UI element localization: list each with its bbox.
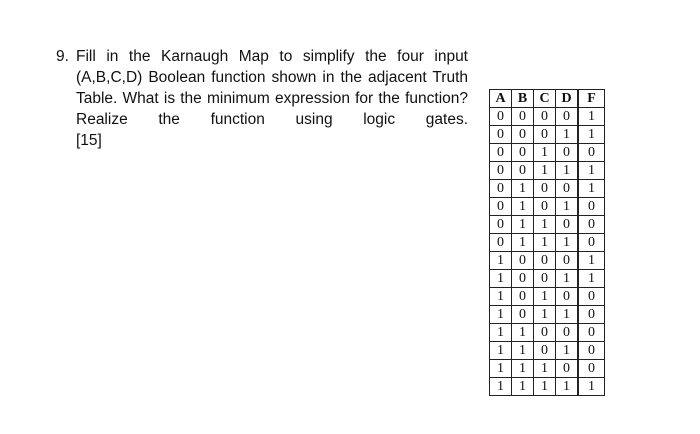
table-row bbox=[490, 108, 605, 126]
header-a: A bbox=[490, 90, 512, 108]
cell-f: 0 bbox=[578, 324, 605, 342]
cell-b: 1 bbox=[512, 324, 534, 342]
cell-a: 0 bbox=[490, 234, 512, 252]
cell-a: 0 bbox=[490, 144, 512, 162]
table-row bbox=[490, 378, 605, 396]
cell-b: 0 bbox=[512, 108, 534, 126]
cell-a: 1 bbox=[490, 378, 512, 396]
cell-b: 0 bbox=[512, 144, 534, 162]
cell-b: 1 bbox=[512, 216, 534, 234]
question-line: Table. What is the minimum expression for the function? bbox=[76, 90, 468, 107]
cell-d: 1 bbox=[556, 198, 579, 216]
cell-f: 0 bbox=[578, 234, 605, 252]
cell-c: 1 bbox=[534, 162, 556, 180]
cell-d: 1 bbox=[556, 270, 579, 288]
cell-c: 1 bbox=[534, 144, 556, 162]
table-row bbox=[490, 270, 605, 288]
header-c: C bbox=[534, 90, 556, 108]
cell-b: 0 bbox=[512, 162, 534, 180]
table-row bbox=[490, 324, 605, 342]
table-row bbox=[490, 198, 605, 216]
cell-f: 0 bbox=[578, 306, 605, 324]
cell-f: 0 bbox=[578, 198, 605, 216]
cell-b: 1 bbox=[512, 378, 534, 396]
cell-b: 1 bbox=[512, 234, 534, 252]
cell-c: 1 bbox=[534, 378, 556, 396]
cell-f: 1 bbox=[578, 126, 605, 144]
cell-c: 1 bbox=[534, 234, 556, 252]
table-row bbox=[490, 306, 605, 324]
cell-a: 1 bbox=[490, 342, 512, 360]
header-f: F bbox=[578, 90, 605, 108]
cell-d: 0 bbox=[556, 216, 579, 234]
question-marks: [15] bbox=[76, 132, 102, 149]
cell-f: 1 bbox=[578, 108, 605, 126]
cell-a: 0 bbox=[490, 216, 512, 234]
cell-d: 0 bbox=[556, 144, 579, 162]
cell-a: 0 bbox=[490, 108, 512, 126]
cell-f: 1 bbox=[578, 252, 605, 270]
cell-a: 1 bbox=[490, 306, 512, 324]
cell-a: 0 bbox=[490, 180, 512, 198]
cell-f: 0 bbox=[578, 144, 605, 162]
header-d: D bbox=[556, 90, 579, 108]
cell-d: 0 bbox=[556, 252, 579, 270]
cell-f: 1 bbox=[578, 378, 605, 396]
question-line: (A,B,C,D) Boolean function shown in the adjacent Truth bbox=[76, 69, 468, 86]
table-row bbox=[490, 216, 605, 234]
cell-a: 1 bbox=[490, 252, 512, 270]
cell-a: 1 bbox=[490, 324, 512, 342]
cell-d: 1 bbox=[556, 378, 579, 396]
cell-b: 0 bbox=[512, 288, 534, 306]
question-block bbox=[56, 46, 468, 151]
cell-d: 1 bbox=[556, 306, 579, 324]
cell-b: 0 bbox=[512, 270, 534, 288]
question-line: Fill in the Karnaugh Map to simplify the four input bbox=[76, 48, 468, 65]
question-line: Realize the function using logic gates. bbox=[76, 111, 468, 128]
cell-f: 0 bbox=[578, 342, 605, 360]
cell-a: 1 bbox=[490, 360, 512, 378]
cell-f: 1 bbox=[578, 270, 605, 288]
cell-b: 1 bbox=[512, 180, 534, 198]
truth-table bbox=[489, 89, 605, 396]
cell-c: 0 bbox=[534, 342, 556, 360]
cell-c: 1 bbox=[534, 216, 556, 234]
cell-d: 0 bbox=[556, 324, 579, 342]
table-row bbox=[490, 162, 605, 180]
cell-f: 1 bbox=[578, 162, 605, 180]
cell-c: 0 bbox=[534, 270, 556, 288]
cell-a: 0 bbox=[490, 198, 512, 216]
cell-c: 0 bbox=[534, 180, 556, 198]
cell-f: 0 bbox=[578, 216, 605, 234]
cell-c: 0 bbox=[534, 252, 556, 270]
cell-c: 0 bbox=[534, 126, 556, 144]
cell-d: 1 bbox=[556, 126, 579, 144]
cell-d: 0 bbox=[556, 288, 579, 306]
cell-b: 0 bbox=[512, 252, 534, 270]
cell-a: 1 bbox=[490, 270, 512, 288]
table-row bbox=[490, 252, 605, 270]
cell-c: 1 bbox=[534, 306, 556, 324]
cell-a: 0 bbox=[490, 162, 512, 180]
table-row bbox=[490, 288, 605, 306]
cell-d: 1 bbox=[556, 234, 579, 252]
truth-table-body bbox=[490, 108, 605, 396]
cell-d: 1 bbox=[556, 162, 579, 180]
cell-c: 0 bbox=[534, 324, 556, 342]
cell-a: 1 bbox=[490, 288, 512, 306]
truth-table-header-row bbox=[490, 90, 605, 108]
cell-c: 1 bbox=[534, 288, 556, 306]
cell-a: 0 bbox=[490, 126, 512, 144]
table-row bbox=[490, 144, 605, 162]
cell-f: 0 bbox=[578, 288, 605, 306]
cell-b: 0 bbox=[512, 306, 534, 324]
cell-b: 1 bbox=[512, 360, 534, 378]
cell-c: 0 bbox=[534, 108, 556, 126]
question-number: 9. bbox=[56, 48, 69, 65]
cell-d: 0 bbox=[556, 180, 579, 198]
cell-d: 0 bbox=[556, 360, 579, 378]
table-row bbox=[490, 126, 605, 144]
table-row bbox=[490, 360, 605, 378]
cell-d: 0 bbox=[556, 108, 579, 126]
cell-b: 0 bbox=[512, 126, 534, 144]
header-b: B bbox=[512, 90, 534, 108]
cell-f: 0 bbox=[578, 360, 605, 378]
cell-c: 0 bbox=[534, 198, 556, 216]
cell-f: 1 bbox=[578, 180, 605, 198]
cell-b: 1 bbox=[512, 342, 534, 360]
cell-b: 1 bbox=[512, 198, 534, 216]
table-row bbox=[490, 180, 605, 198]
table-row bbox=[490, 234, 605, 252]
cell-d: 1 bbox=[556, 342, 579, 360]
cell-c: 1 bbox=[534, 360, 556, 378]
table-row bbox=[490, 342, 605, 360]
question-text bbox=[76, 46, 468, 151]
